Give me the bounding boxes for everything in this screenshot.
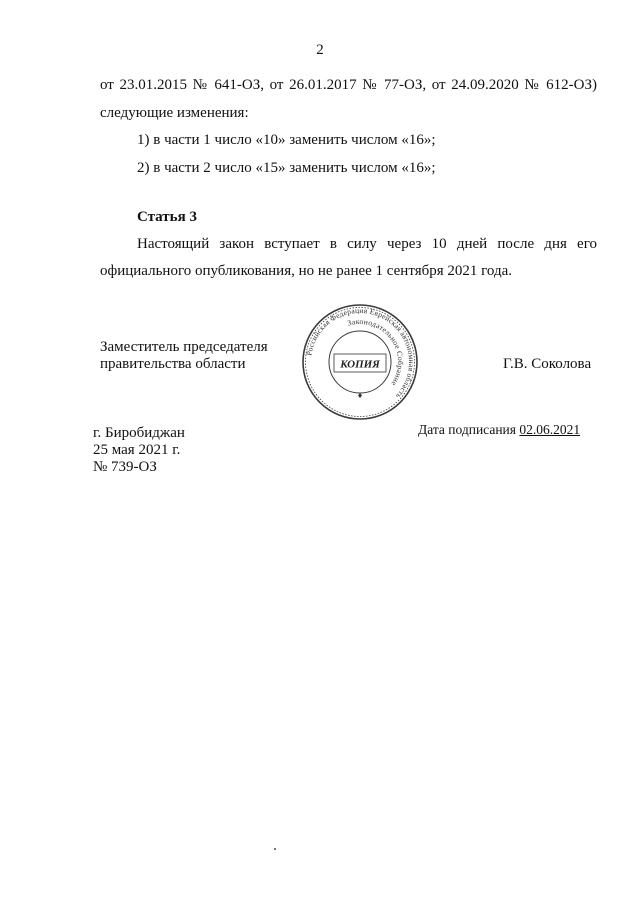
page-number: 2 bbox=[316, 42, 324, 58]
signatory-name: Г.В. Соколова bbox=[503, 356, 592, 372]
body-line-2: следующие изменения: bbox=[100, 105, 249, 121]
amendment-item-1: 1) в части 1 число «10» заменить числом «16»; bbox=[137, 132, 436, 148]
article-text-line-1: Настоящий закон вступает в силу через 10 дней после дня его bbox=[137, 236, 597, 252]
law-date: 25 мая 2021 г. bbox=[93, 442, 181, 458]
svg-text:♦: ♦ bbox=[356, 392, 364, 400]
seal-inner-text: Законодательное Собрание bbox=[346, 316, 406, 388]
signing-date-block bbox=[418, 421, 580, 439]
seal-graphic bbox=[300, 302, 420, 422]
article-heading: Статья 3 bbox=[137, 209, 197, 225]
city: г. Биробиджан bbox=[93, 425, 185, 441]
signing-date-label: Дата подписания bbox=[418, 422, 516, 437]
amendment-item-2: 2) в части 2 число «15» заменить числом «16»; bbox=[137, 160, 436, 176]
law-number: № 739-ОЗ bbox=[93, 459, 157, 475]
signatory-position-line-1: Заместитель председателя bbox=[100, 339, 268, 355]
official-seal-stamp bbox=[300, 302, 420, 422]
body-line-1: от 23.01.2015 № 641-ОЗ, от 26.01.2017 № 77-ОЗ, от 24.09.2020 № 612-ОЗ) bbox=[100, 77, 597, 93]
signing-date-value: 02.06.2021 bbox=[519, 422, 581, 437]
seal-copy-label: КОПИЯ bbox=[340, 358, 380, 371]
signatory-position-line-2: правительства области bbox=[100, 356, 246, 372]
seal-outer-text: Российская Федерация Еврейская автономная область bbox=[304, 305, 417, 401]
scan-speck bbox=[274, 848, 276, 850]
article-text-line-2: официального опубликования, но не ранее 1 сентября 2021 года. bbox=[100, 263, 513, 279]
